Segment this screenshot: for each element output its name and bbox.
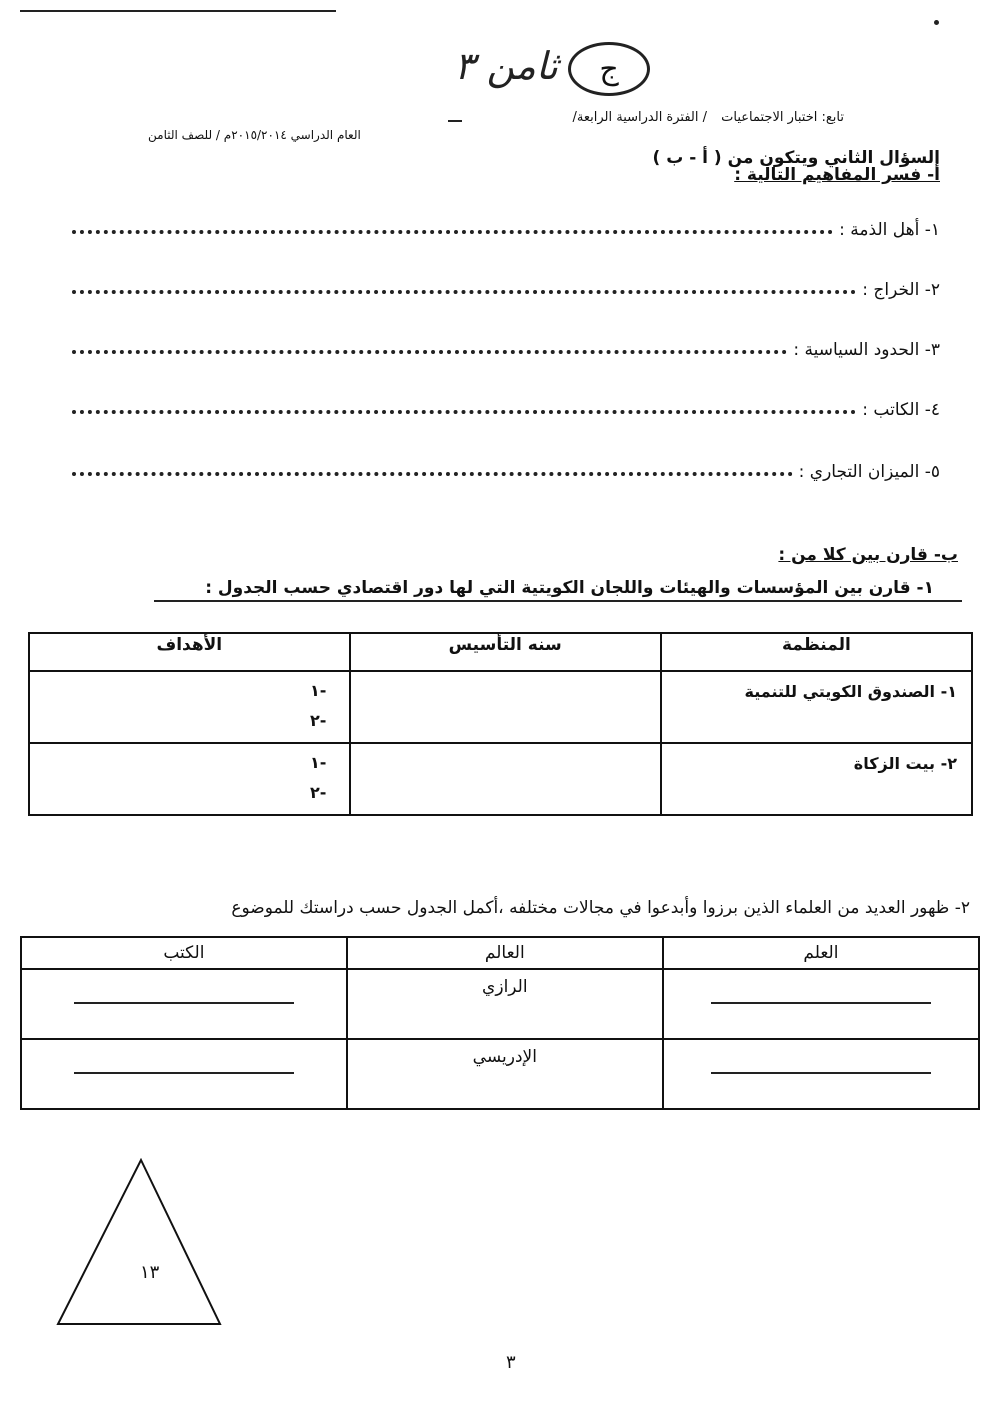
goals-cell[interactable]	[29, 671, 350, 743]
answer-dotted-line[interactable]	[72, 290, 856, 294]
circled-letter-text: ج	[599, 51, 619, 87]
answer-blank-line[interactable]	[711, 1001, 931, 1004]
header-founding-year: سنه التأسيس	[350, 633, 661, 671]
question-title: السؤال الثاني ويتكون من ( أ - ب )	[652, 148, 940, 168]
header-scientist: العالم	[347, 937, 663, 969]
header-exam-name: تابع: اختبار الاجتماعيات	[721, 110, 844, 125]
triangle-shape	[55, 1158, 223, 1328]
answer-blank-line[interactable]	[711, 1071, 931, 1074]
handwritten-underline	[448, 120, 462, 122]
founding-year-cell[interactable]	[350, 743, 661, 815]
goal-item: -٢	[310, 711, 327, 730]
concept-row	[72, 392, 940, 420]
header-books: الكتب	[21, 937, 347, 969]
answer-dotted-line[interactable]	[72, 472, 793, 476]
concept-row	[72, 332, 940, 360]
section-b1-instruction: ١- قارن بين المؤسسات والهيئات واللجان الكويتية التي لها دور اقتصادي حسب الجدول :	[205, 578, 934, 598]
answer-dotted-line[interactable]	[72, 350, 787, 354]
concept-row	[72, 454, 940, 482]
exam-header-line2	[148, 128, 361, 142]
goal-item: -١	[310, 681, 327, 700]
scientist-cell	[347, 969, 663, 1039]
handwritten-class-text: ثامن ٣	[454, 44, 558, 88]
books-cell[interactable]	[21, 969, 347, 1039]
table-row	[29, 743, 972, 815]
circled-letter	[568, 42, 650, 96]
section-a-title: أ- فسر المفاهيم التالية :	[734, 165, 940, 185]
table-row	[29, 671, 972, 743]
concept-label: ٣- الحدود السياسية :	[793, 340, 940, 360]
header-year: العام الدراسي ٢٠١٥/٢٠١٤م	[223, 128, 361, 142]
founding-year-cell[interactable]	[350, 671, 661, 743]
answer-dotted-line[interactable]	[72, 410, 856, 414]
table-header-row	[29, 633, 972, 671]
exam-header	[563, 110, 845, 125]
handwritten-class-note	[430, 40, 670, 104]
organizations-table	[28, 632, 973, 816]
question-2-instruction: ٢- ظهور العديد من العلماء الذين برزوا وأبدعوا في مجالات مختلفه ،أكمل الجدول حسب دراستك للموضوع	[231, 898, 970, 918]
goals-cell[interactable]	[29, 743, 350, 815]
concept-label: ٢- الخراج :	[862, 280, 940, 300]
science-cell[interactable]	[663, 969, 979, 1039]
section-b-title: ب- قارن بين كلا من :	[778, 545, 958, 565]
scientist-name: الرازي	[482, 977, 528, 997]
header-grade: / للصف الثامن	[148, 128, 220, 142]
header-period: / الفترة الدراسية الرابعة/	[572, 110, 708, 125]
organization-cell: ٢- بيت الزكاة	[661, 743, 972, 815]
answer-blank-line[interactable]	[74, 1071, 294, 1074]
table-row	[21, 969, 979, 1039]
section-b1-underline	[154, 600, 962, 602]
concept-label: ٥- الميزان التجاري :	[798, 462, 940, 482]
header-organization: المنظمة	[661, 633, 972, 671]
goal-item: -١	[310, 753, 327, 772]
answer-dotted-line[interactable]	[72, 230, 833, 234]
scientist-name: الإدريسي	[472, 1047, 537, 1067]
organization-cell: ١- الصندوق الكويتي للتنمية	[661, 671, 972, 743]
science-cell[interactable]	[663, 1039, 979, 1109]
top-border-line	[20, 10, 336, 12]
concept-row	[72, 272, 940, 300]
answer-blank-line[interactable]	[74, 1001, 294, 1004]
concept-label: ١- أهل الذمة :	[839, 220, 940, 240]
scientist-cell	[347, 1039, 663, 1109]
page-number: ٣	[506, 1352, 516, 1373]
goal-item: -٢	[310, 783, 327, 802]
header-science: العلم	[663, 937, 979, 969]
scientists-table	[20, 936, 980, 1110]
header-goals: الأهداف	[29, 633, 350, 671]
scan-dot	[934, 20, 939, 25]
concept-label: ٤- الكاتب :	[862, 400, 940, 420]
table-row	[21, 1039, 979, 1109]
table-header-row	[21, 937, 979, 969]
triangle-number: ١٣	[140, 1262, 160, 1283]
concept-row	[72, 212, 940, 240]
books-cell[interactable]	[21, 1039, 347, 1109]
